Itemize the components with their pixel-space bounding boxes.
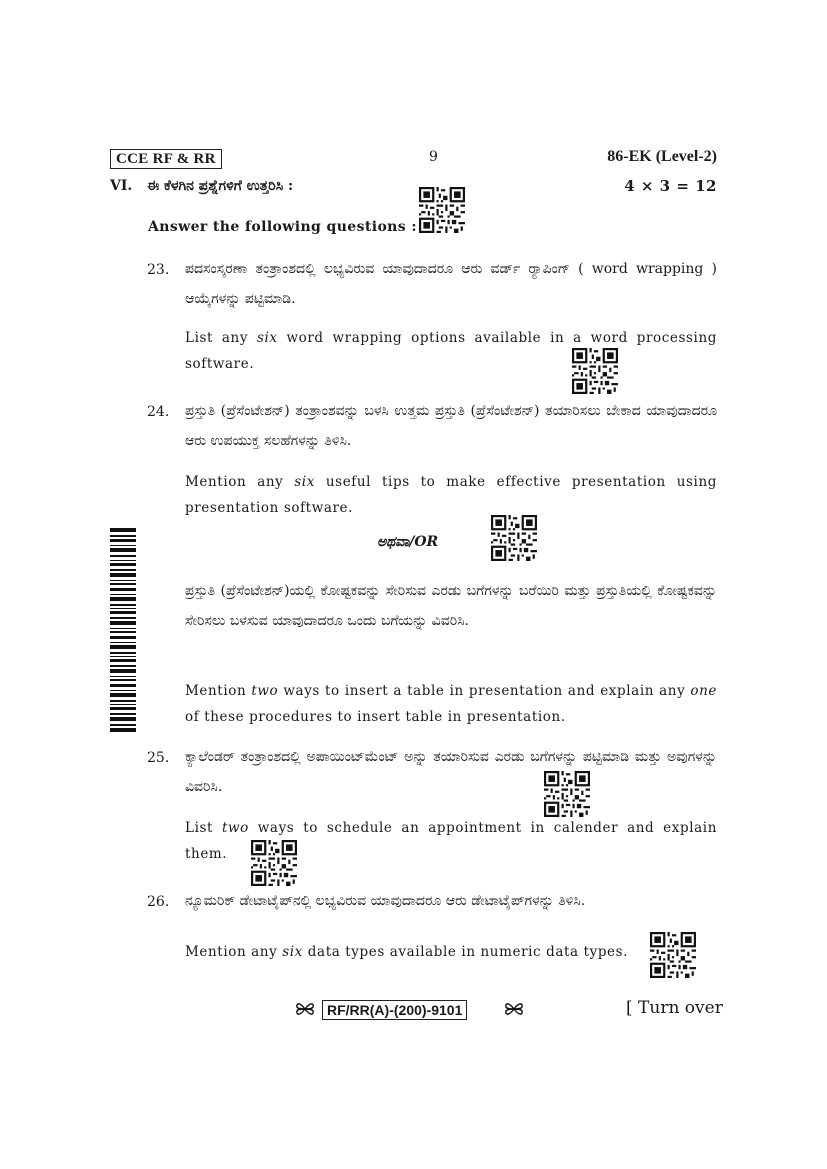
floral-ornament-icon [294,998,316,1020]
qr-code-icon [491,515,537,561]
section-instruction-kannada: ಈ ಕೆಳಗಿನ ಪ್ರಶ್ನೆಗಳಿಗೆ ಉತ್ತರಿಸಿ : [147,178,294,194]
question-text-kannada: ಪ್ರಸ್ತುತಿ (ಪ್ರೆಸೆಂಟೇಶನ್) ತಂತ್ರಾಂಶವನ್ನು ಬಳಸಿ ಉತ್ತಮ ಪ್ರಸ್ತುತಿ (ಪ್ರೆಸೆಂಟೇಶನ್) ತಯಾರಿಸಲು ಬೇಕಾದ ಯಾವುದಾದರೂ ಆರು ಉಪಯುಕ್ತ ಸಲಹೆಗಳನ್ನು ತಿಳಿಸಿ. [185,403,717,449]
question-number: 23. [147,262,170,278]
qr-code-icon [419,187,465,233]
question-text-english: List two ways to schedule an appointment in calender and explain them. [185,820,718,862]
question-number: 26. [147,894,170,910]
floral-ornament-icon [503,998,525,1020]
header-subject-box: CCE RF & RR [110,149,222,169]
question-text-english: List any six word wrapping options available in a word processing software. [185,330,717,372]
qr-code-icon [572,348,618,394]
question-text-kannada: ನ್ಯೂಮರಿಕ್ ಡೇಟಾಟೈಪ್‌ನಲ್ಲಿ ಲಭ್ಯವಿರುವ ಯಾವುದಾದರೂ ಆರು ಡೇಟಾಟೈಪ್‌ಗಳನ್ನು ತಿಳಿಸಿ. [185,893,586,909]
barcode-icon [110,528,136,732]
page-number: 9 [429,149,438,165]
question-text-kannada: ಪ್ರಸ್ತುತಿ (ಪ್ರೆಸೆಂಟೇಶನ್)ಯಲ್ಲಿ ಕೋಷ್ಟಕವನ್ನು ಸೇರಿಸುವ ಎರಡು ಬಗೆಗಳನ್ನು ಬರೆಯಿರಿ ಮತ್ತು ಪ್ರಸ್ತುತಿಯಲ್ಲಿ ಕೋಷ್ಟಕವನ್ನು ಸೇರಿಸಲು ಬಳಸುವ ಯಾವುದಾದರೂ ಒಂದು ಬಗೆಯನ್ನು ವಿವರಿಸಿ. [185,583,717,629]
section-instruction-english: Answer the following questions : [148,219,417,235]
question-text-kannada: ಕ್ಯಾಲೆಂಡರ್ ತಂತ್ರಾಂಶದಲ್ಲಿ ಅಪಾಯಿಂಟ್‌ಮೆಂಟ್ ಅನ್ನು ತಯಾರಿಸುವ ಎರಡು ಬಗೆಗಳನ್ನು ಪಟ್ಟಿಮಾಡಿ ಮತ್ತು ಅವುಗಳನ್ನು ವಿವರಿಸಿ. [185,749,717,795]
question-number: 24. [147,404,170,420]
section-number: VI. [110,178,133,194]
turn-over-label: [ Turn over [626,998,723,1018]
paper-code: 86-EK (Level-2) [607,148,717,165]
qr-code-icon [544,771,590,817]
question-text-kannada: ಪದಸಂಸ್ಕರಣಾ ತಂತ್ರಾಂಶದಲ್ಲಿ ಲಭ್ಯವಿರುವ ಯಾವುದಾದರೂ ಆರು ವರ್ಡ್ ರ್‍ಯಾಪಿಂಗ್ ( word wrapping ) ಆಯ್ಕೆಗಳನ್ನು ಪಟ್ಟಿಮಾಡಿ. [185,261,717,307]
question-text-english: Mention two ways to insert a table in presentation and explain any one of these procedures to insert table in presentation. [185,683,718,725]
qr-code-icon [251,840,297,886]
footer-paper-code: RF/RR(A)-(200)-9101 [322,1000,467,1020]
question-text-english: Mention any six data types available in numeric data types. [185,944,629,960]
question-number: 25. [147,750,170,766]
section-marks: 4 × 3 = 12 [624,177,717,195]
qr-code-icon [650,932,696,978]
or-separator: ಅಥವಾ/OR [377,534,439,550]
question-text-english: Mention any six useful tips to make effective presentation using presentation software. [185,474,717,516]
